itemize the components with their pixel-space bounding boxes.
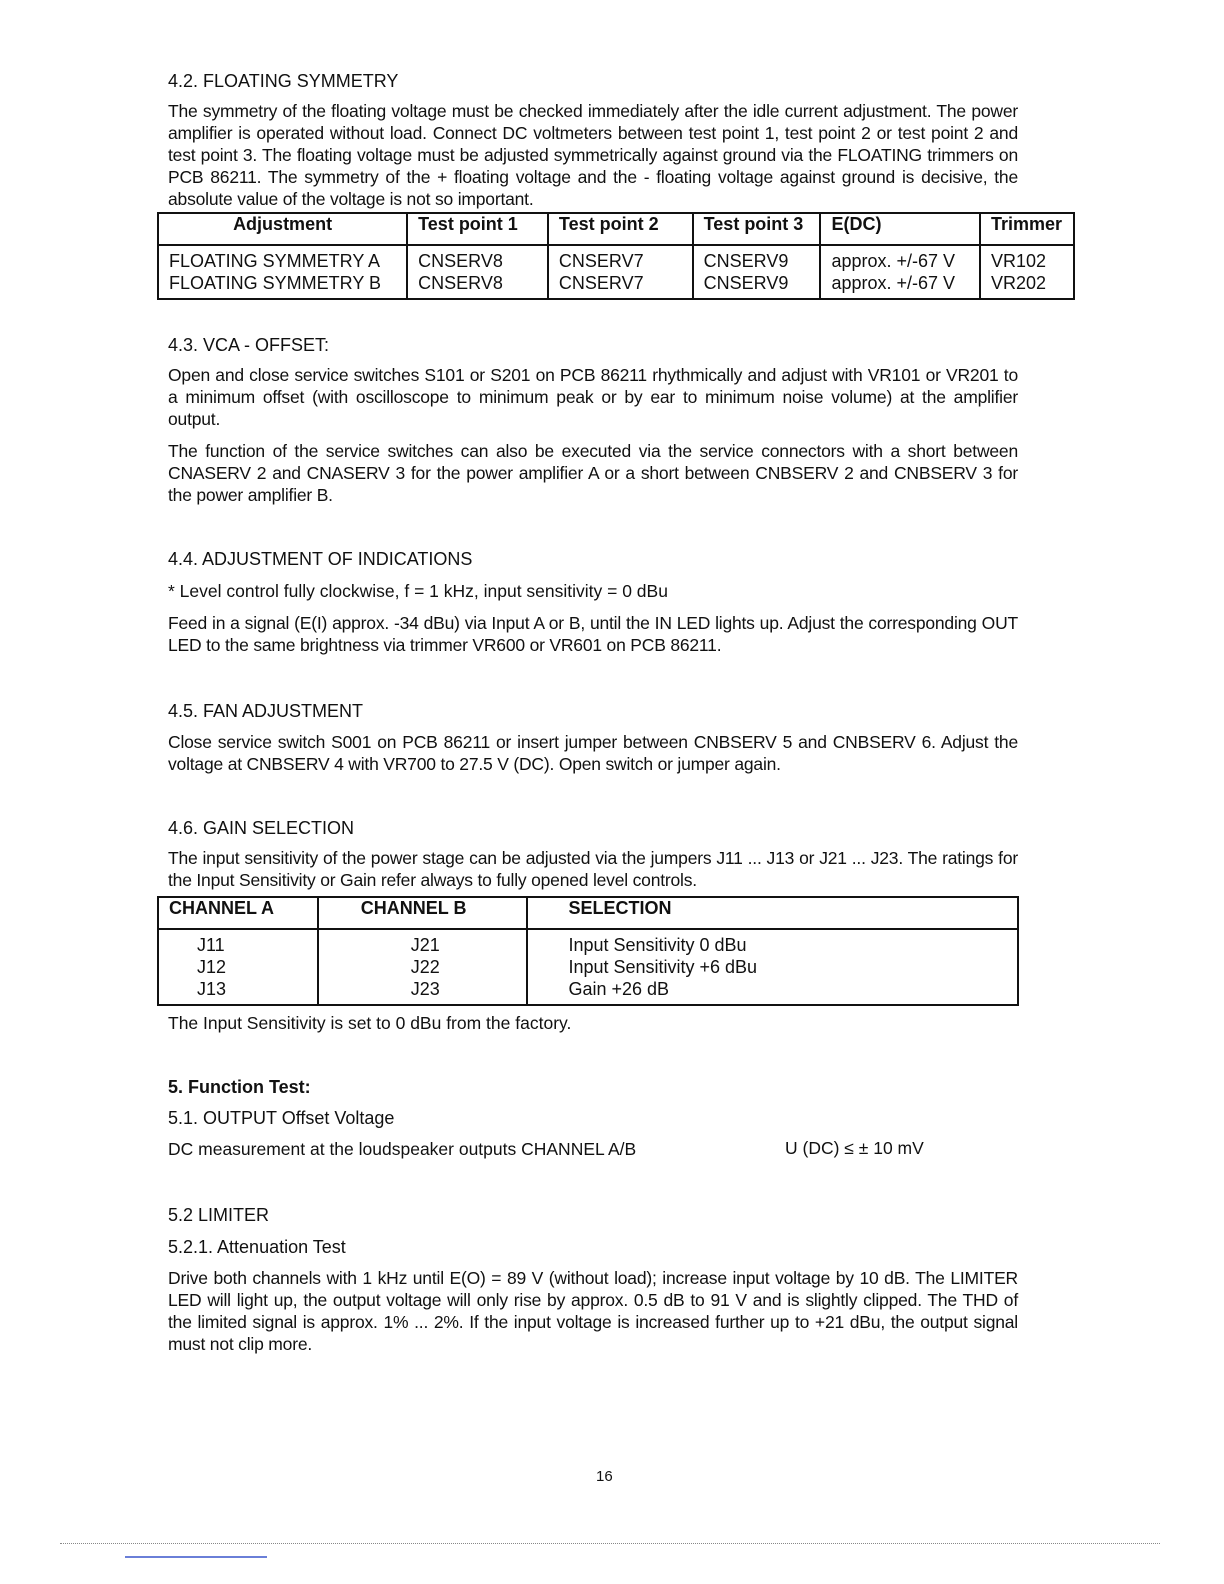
section-4-6-paragraph: The input sensitivity of the power stage can be adjusted via the jumpers J11 ... J13 or J21 ... J23. The ratings for the Input Sensitivity or Gain refer always to fully opened level controls. (168, 848, 1018, 890)
section-4-3-heading: 4.3. VCA - OFFSET: (168, 335, 330, 355)
table-cell: J22 (410, 957, 440, 977)
table-cell: J12 (197, 957, 227, 977)
section-4-4-note: * Level control fully clockwise, f = 1 kHz, input sensitivity = 0 dBu (168, 581, 668, 601)
header-test-point-3: Test point 3 (693, 213, 821, 245)
section-4-4-heading: 4.4. ADJUSTMENT OF INDICATIONS (168, 549, 473, 569)
footer-blue-rule (125, 1556, 267, 1558)
gain-selection-table (157, 896, 1019, 1006)
section-4-2-paragraph: The symmetry of the floating voltage must be checked immediately after the idle current adjustment. The power amplifier is operated without load. Connect DC voltmeters between test point 1, test point 2 or test point 2 and test point 3. The floating voltage must be adjusted symmetrically against ground via the FLOATING trimmers on PCB 86211. The symmetry of the + floating voltage and the - floating voltage against ground is decisive, the absolute value of the voltage is not so important. (168, 101, 1018, 209)
header-test-point-1: Test point 1 (407, 213, 548, 245)
section-4-6-after-note: The Input Sensitivity is set to 0 dBu from the factory. (168, 1013, 572, 1033)
floating-symmetry-table (157, 212, 1075, 300)
table-cell: VR102 (990, 251, 1046, 271)
header-edc: E(DC) (820, 213, 979, 245)
table-cell: Gain +26 dB (568, 979, 670, 999)
table-cell: CNSERV9 (703, 273, 789, 293)
section-4-3-paragraph-1: Open and close service switches S101 or S201 on PCB 86211 rhythmically and adjust with VR101 or VR201 to a minimum offset (with oscilloscope to minimum peak or by ear to minimum noise volume) at the amplifier output. (168, 365, 1018, 429)
header-trimmer: Trimmer (980, 213, 1074, 245)
table-cell: J13 (197, 979, 227, 999)
table-cell: Input Sensitivity +6 dBu (568, 957, 758, 977)
table-cell: CNSERV7 (558, 251, 644, 271)
section-4-5-heading: 4.5. FAN ADJUSTMENT (168, 701, 364, 721)
table-header-row (158, 897, 1018, 929)
header-channel-b: CHANNEL B (318, 897, 528, 929)
section-4-6-heading: 4.6. GAIN SELECTION (168, 818, 355, 838)
table-cell: approx. +/-67 V (831, 273, 956, 293)
dc-measurement-value: U (DC) ≤ ± 10 mV (785, 1138, 924, 1158)
table-cell: FLOATING SYMMETRY B (169, 273, 382, 293)
section-4-3-paragraph-2: The function of the service switches can also be executed via the service connectors with a short between CNASERV 2 and CNASERV 3 for the power amplifier A or a short between CNBSERV 2 and CNBSERV 3 for the power amplifier B. (168, 441, 1018, 505)
header-selection: SELECTION (527, 897, 1018, 929)
table-header-row (158, 213, 1074, 245)
dc-measurement-line: DC measurement at the loudspeaker outputs CHANNEL A/B (168, 1139, 637, 1159)
header-test-point-2: Test point 2 (548, 213, 693, 245)
section-4-4-paragraph: Feed in a signal (E(I) approx. -34 dBu) via Input A or B, until the IN LED lights up. Adjust the corresponding OUT LED to the same brightness via trimmer VR600 or VR601 on PCB 86211. (168, 613, 1018, 655)
section-4-2-heading: 4.2. FLOATING SYMMETRY (168, 71, 399, 91)
table-cell: CNSERV9 (703, 251, 789, 271)
table-cell: J11 (197, 935, 225, 955)
table-cell: CNSERV8 (418, 273, 503, 293)
section-4-5-paragraph: Close service switch S001 on PCB 86211 or insert jumper between CNBSERV 5 and CNBSERV 6. Adjust the voltage at CNBSERV 4 with VR700 to 27.5 V (DC). Open switch or jumper again. (168, 732, 1018, 774)
table-cell: Input Sensitivity 0 dBu (568, 935, 747, 955)
section-5-heading: 5. Function Test: (168, 1077, 311, 1097)
section-5-2-1-heading: 5.2.1. Attenuation Test (168, 1237, 346, 1257)
header-adjustment: Adjustment (158, 213, 407, 245)
table-cell: VR202 (990, 273, 1046, 293)
table-cell: FLOATING SYMMETRY A (169, 251, 381, 271)
header-channel-a: CHANNEL A (158, 897, 318, 929)
table-cell: approx. +/-67 V (831, 251, 956, 271)
section-5-2-1-paragraph: Drive both channels with 1 kHz until E(O) = 89 V (without load); increase input voltage by 10 dB. The LIMITER LED will light up, the output voltage will only rise by approx. 0.5 dB to 91 V and is slightly clipped. The THD of the limited signal is approx. 1% ... 2%. If the input voltage is increased further up to +21 dBu, the output signal must not clip more. (168, 1268, 1018, 1354)
table-cell: J23 (410, 979, 440, 999)
table-cell: CNSERV8 (418, 251, 503, 271)
table-cell: J21 (410, 935, 440, 955)
footer-dotted-rule (60, 1543, 1160, 1544)
table-cell: CNSERV7 (558, 273, 644, 293)
section-5-1-heading: 5.1. OUTPUT Offset Voltage (168, 1108, 395, 1128)
page-number: 16 (596, 1468, 613, 1485)
section-5-2-heading: 5.2 LIMITER (168, 1205, 270, 1225)
table-row (158, 929, 1018, 1005)
table-row (158, 245, 1074, 299)
